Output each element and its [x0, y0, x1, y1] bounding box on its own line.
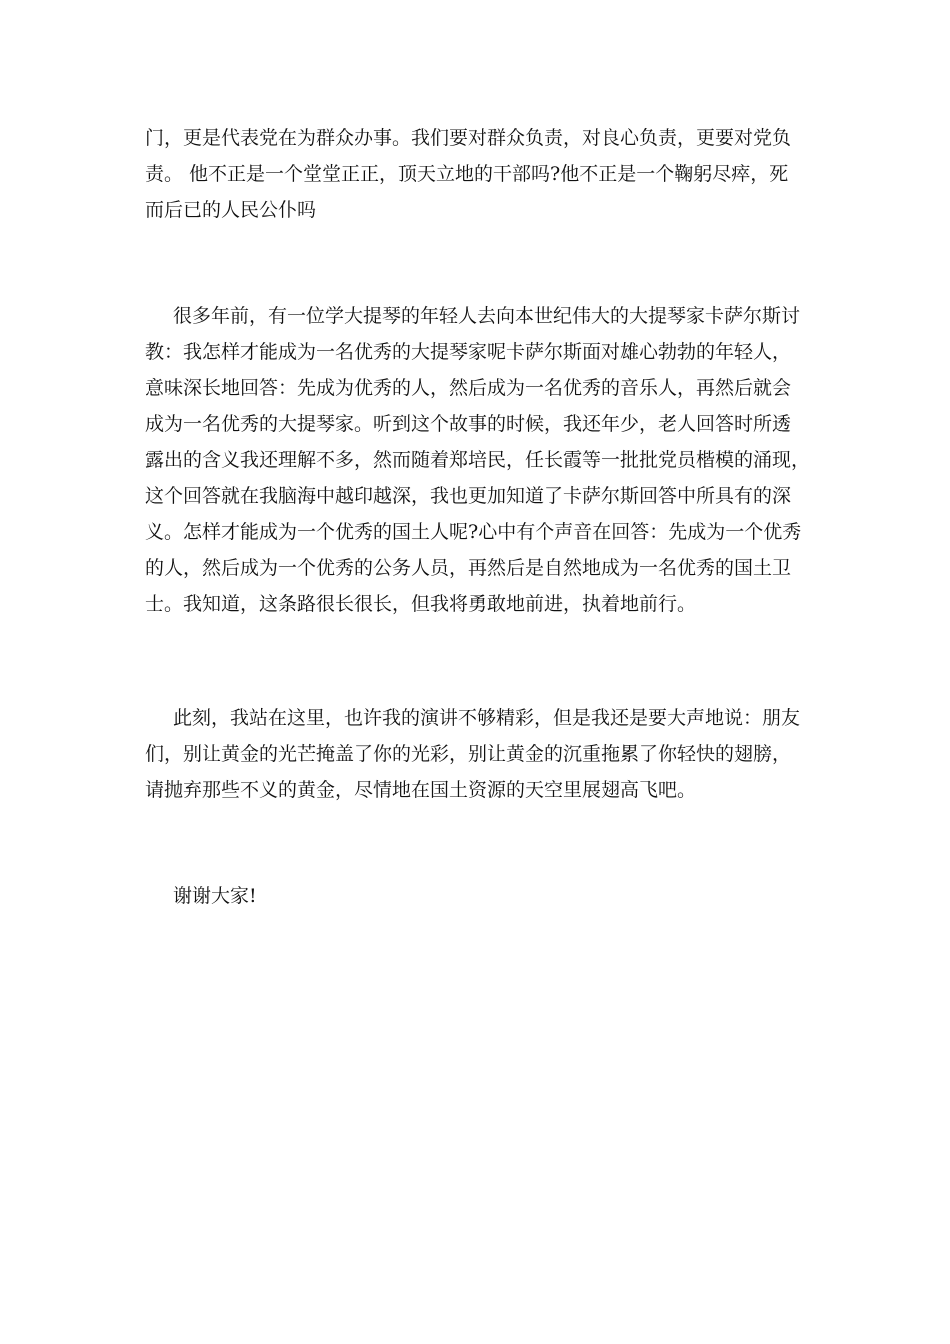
paragraph-1-line-2: 责。 他不正是一个堂堂正正，顶天立地的干部吗?他不正是一个鞠躬尽瘁，死	[145, 163, 789, 185]
paragraph-2-line-1: 很多年前，有一位学大提琴的年轻人去向本世纪伟大的大提琴家卡萨尔斯讨	[173, 305, 801, 327]
paragraph-3-line-3: 请抛弃那些不义的黄金，尽情地在国土资源的天空里展翅高飞吧。	[145, 779, 697, 801]
paragraph-2-line-9: 士。我知道，这条路很长很长，但我将勇敢地前进，执着地前行。	[145, 593, 697, 615]
paragraph-2-line-2: 教：我怎样才能成为一名优秀的大提琴家呢卡萨尔斯面对雄心勃勃的年轻人，	[145, 341, 792, 363]
paragraph-2-line-4: 成为一名优秀的大提琴家。听到这个故事的时候，我还年少，老人回答时所透	[145, 413, 792, 435]
paragraph-2-line-5: 露出的含义我还理解不多，然而随着郑培民，任长霞等一批批党员楷模的涌现，	[145, 449, 811, 471]
paragraph-1-line-1: 门，更是代表党在为群众办事。我们要对群众负责，对良心负责，更要对党负	[145, 127, 792, 149]
paragraph-2-line-6: 这个回答就在我脑海中越印越深，我也更加知道了卡萨尔斯回答中所具有的深	[145, 485, 792, 507]
paragraph-1-line-3: 而后已的人民公仆吗	[145, 199, 317, 221]
closing-thanks: 谢谢大家!	[173, 885, 257, 907]
paragraph-2-line-8: 的人，然后成为一个优秀的公务人员，再然后是自然地成为一名优秀的国土卫	[145, 557, 792, 579]
paragraph-3-line-2: 们，别让黄金的光芒掩盖了你的光彩，别让黄金的沉重拖累了你轻快的翅膀，	[145, 743, 792, 765]
paragraph-2-line-7: 义。怎样才能成为一个优秀的国土人呢?心中有个声音在回答：先成为一个优秀	[145, 521, 802, 543]
paragraph-2-line-3: 意味深长地回答：先成为优秀的人，然后成为一名优秀的音乐人，再然后就会	[145, 377, 792, 399]
paragraph-3-line-1: 此刻，我站在这里，也许我的演讲不够精彩，但是我还是要大声地说：朋友	[173, 707, 801, 729]
